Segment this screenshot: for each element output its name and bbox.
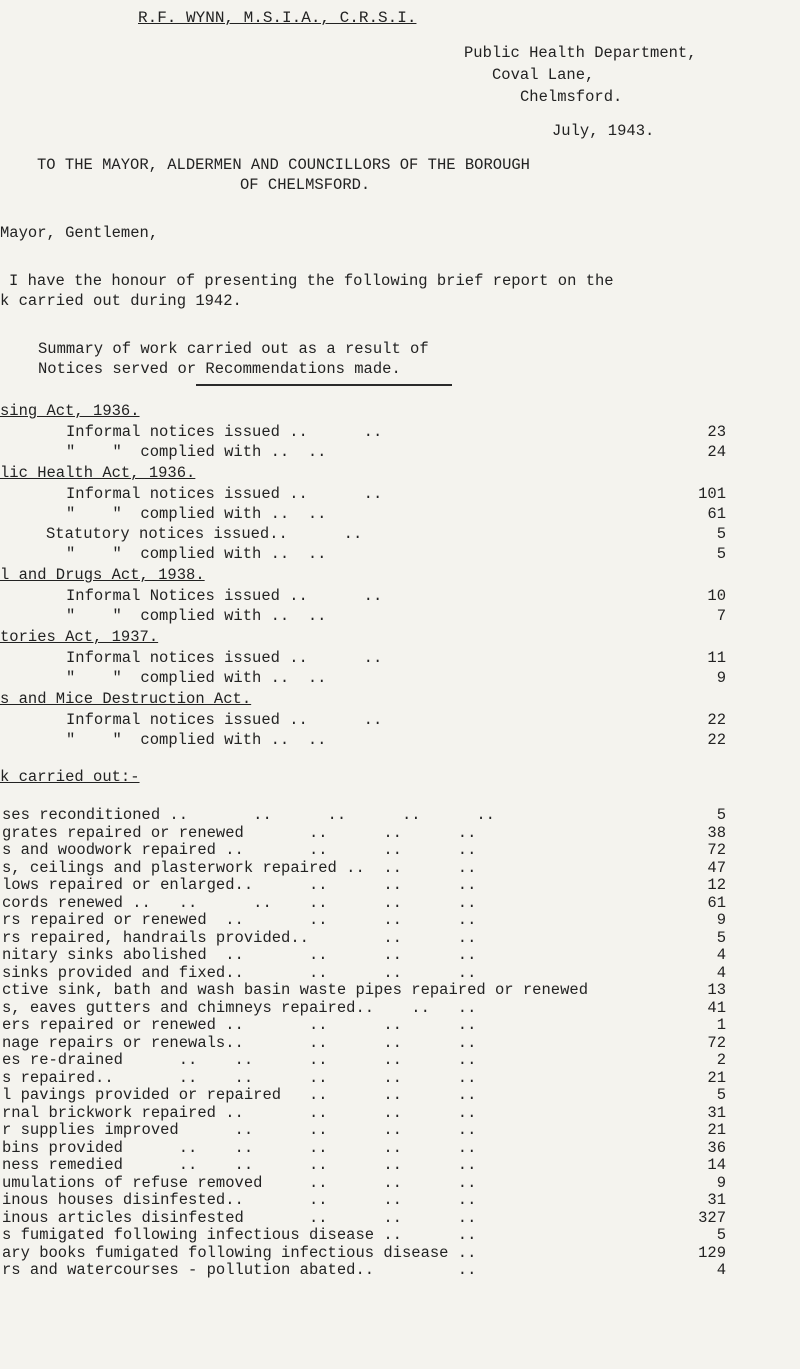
works-row-label: inous articles disinfested .. .. .. [2, 1209, 477, 1227]
works-row-value: 14 [707, 1156, 726, 1174]
works-row-value: 31 [707, 1191, 726, 1209]
notice-row-label: Informal notices issued .. .. [66, 649, 383, 667]
works-row-label: cords renewed .. .. .. .. .. .. [2, 894, 477, 912]
works-row-label: ary books fumigated following infectious disease .. [2, 1244, 477, 1262]
works-row-value: 4 [716, 946, 726, 964]
works-row-label: nage repairs or renewals.. .. .. .. [2, 1034, 477, 1052]
summary-line-1: Summary of work carried out as a result of [38, 340, 429, 358]
works-row-label: inous houses disinfested.. .. .. .. [2, 1191, 477, 1209]
intro-line-1: I have the honour of presenting the following brief report on the [9, 272, 614, 290]
street-line: Coval Lane, [492, 66, 595, 84]
works-row-value: 13 [707, 981, 726, 999]
works-row-label: ers repaired or renewed .. .. .. .. [2, 1016, 477, 1034]
notice-row-label: Statutory notices issued.. .. [46, 525, 363, 543]
works-row-label: s, ceilings and plasterwork repaired .. .. .. [2, 859, 477, 877]
works-row-value: 5 [716, 929, 726, 947]
notice-row-value: 23 [707, 423, 726, 441]
notice-row-value: 9 [716, 669, 726, 687]
department-line: Public Health Department, [464, 44, 697, 62]
works-row-value: 327 [698, 1209, 726, 1227]
works-row-label: s repaired.. .. .. .. .. .. [2, 1069, 477, 1087]
works-row-value: 31 [707, 1104, 726, 1122]
notice-row-value: 5 [716, 545, 726, 563]
notice-row-value: 5 [716, 525, 726, 543]
intro-line-2: k carried out during 1942. [0, 292, 242, 310]
works-row-value: 9 [716, 911, 726, 929]
works-row-value: 61 [707, 894, 726, 912]
divider-rule [196, 384, 452, 386]
works-row-label: ctive sink, bath and wash basin waste pipes repaired or renewed [2, 981, 588, 999]
works-row-value: 129 [698, 1244, 726, 1262]
works-row-value: 4 [716, 1261, 726, 1279]
works-row-value: 41 [707, 999, 726, 1017]
works-heading: k carried out:- [0, 768, 140, 786]
works-row-value: 21 [707, 1121, 726, 1139]
works-row-value: 5 [716, 1226, 726, 1244]
notice-row-label: Informal Notices issued .. .. [66, 587, 383, 605]
works-row-label: sinks provided and fixed.. .. .. .. [2, 964, 477, 982]
notice-row-value: 101 [698, 485, 726, 503]
works-row-value: 72 [707, 841, 726, 859]
works-row-label: grates repaired or renewed .. .. .. [2, 824, 477, 842]
act-heading: lic Health Act, 1936. [0, 464, 196, 482]
notice-row-label: " " complied with .. .. [66, 607, 327, 625]
works-row-label: es re-drained .. .. .. .. .. [2, 1051, 477, 1069]
notice-row-value: 11 [707, 649, 726, 667]
works-row-label: ses reconditioned .. .. .. .. .. [2, 806, 495, 824]
author-line: R.F. WYNN, M.S.I.A., C.R.S.I. [138, 9, 417, 27]
works-row-label: rs repaired or renewed .. .. .. .. [2, 911, 477, 929]
act-heading: s and Mice Destruction Act. [0, 690, 252, 708]
notice-row-label: " " complied with .. .. [66, 669, 327, 687]
notice-row-label: " " complied with .. .. [66, 505, 327, 523]
act-heading: l and Drugs Act, 1938. [0, 566, 205, 584]
works-row-value: 9 [716, 1174, 726, 1192]
works-row-label: l pavings provided or repaired .. .. .. [2, 1086, 477, 1104]
notice-row-value: 24 [707, 443, 726, 461]
works-row-label: s, eaves gutters and chimneys repaired.. .. .. [2, 999, 477, 1017]
notice-row-label: Informal notices issued .. .. [66, 423, 383, 441]
works-row-value: 36 [707, 1139, 726, 1157]
works-row-value: 4 [716, 964, 726, 982]
works-row-label: s and woodwork repaired .. .. .. .. [2, 841, 477, 859]
notice-row-label: Informal notices issued .. .. [66, 485, 383, 503]
works-row-value: 1 [716, 1016, 726, 1034]
works-row-value: 2 [716, 1051, 726, 1069]
works-row-label: rs repaired, handrails provided.. .. .. [2, 929, 477, 947]
notice-row-value: 22 [707, 731, 726, 749]
works-row-label: bins provided .. .. .. .. .. [2, 1139, 477, 1157]
works-row-value: 5 [716, 1086, 726, 1104]
act-heading: sing Act, 1936. [0, 402, 140, 420]
works-row-label: lows repaired or enlarged.. .. .. .. [2, 876, 477, 894]
act-heading: tories Act, 1937. [0, 628, 159, 646]
address-line-2: OF CHELMSFORD. [240, 176, 371, 194]
works-row-value: 72 [707, 1034, 726, 1052]
notice-row-value: 61 [707, 505, 726, 523]
works-row-label: s fumigated following infectious disease .. .. [2, 1226, 477, 1244]
works-row-value: 38 [707, 824, 726, 842]
address-line-1: TO THE MAYOR, ALDERMEN AND COUNCILLORS OF THE BOROUGH [37, 156, 530, 174]
works-row-label: ness remedied .. .. .. .. .. [2, 1156, 477, 1174]
report-date: July, 1943. [552, 122, 655, 140]
town-line: Chelmsford. [520, 88, 623, 106]
notice-row-label: " " complied with .. .. [66, 545, 327, 563]
works-row-label: r supplies improved .. .. .. .. [2, 1121, 477, 1139]
works-row-label: nitary sinks abolished .. .. .. .. [2, 946, 477, 964]
works-row-value: 47 [707, 859, 726, 877]
works-row-value: 21 [707, 1069, 726, 1087]
notice-row-label: " " complied with .. .. [66, 443, 327, 461]
notice-row-label: Informal notices issued .. .. [66, 711, 383, 729]
notice-row-value: 22 [707, 711, 726, 729]
works-row-label: rnal brickwork repaired .. .. .. .. [2, 1104, 477, 1122]
summary-line-2: Notices served or Recommendations made. [38, 360, 401, 378]
works-row-label: rs and watercourses - pollution abated.. .. [2, 1261, 477, 1279]
notice-row-value: 10 [707, 587, 726, 605]
salutation: Mayor, Gentlemen, [0, 224, 159, 242]
notice-row-label: " " complied with .. .. [66, 731, 327, 749]
notice-row-value: 7 [716, 607, 726, 625]
works-row-label: umulations of refuse removed .. .. .. [2, 1174, 477, 1192]
works-row-value: 12 [707, 876, 726, 894]
works-row-value: 5 [716, 806, 726, 824]
